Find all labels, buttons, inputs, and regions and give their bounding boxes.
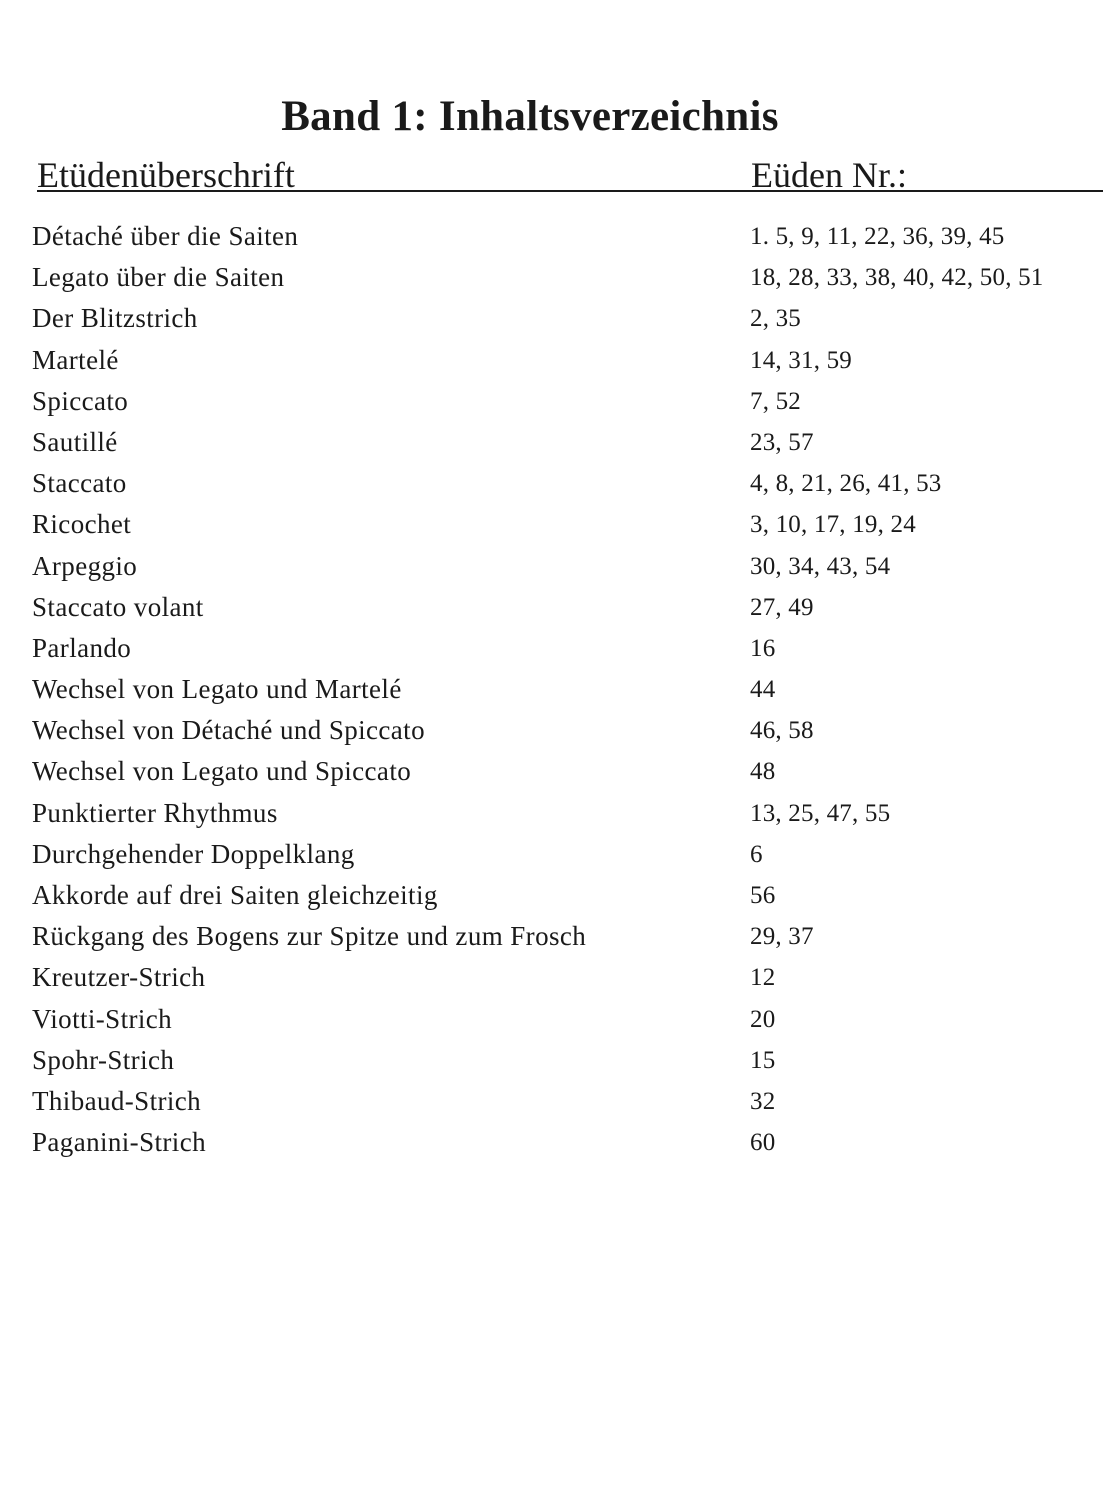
etude-numbers: 1. 5, 9, 11, 22, 36, 39, 45 (750, 223, 1005, 250)
etude-title: Parlando (32, 632, 132, 663)
etude-title: Martelé (32, 344, 119, 375)
etude-title: Ricochet (32, 509, 132, 540)
etude-numbers: 18, 28, 33, 38, 40, 42, 50, 51 (750, 264, 1044, 292)
etude-numbers: 16 (750, 634, 776, 662)
page-title: Band 1: Inhaltsverzeichnis (281, 92, 779, 140)
etude-title: Détaché über die Saiten (32, 221, 299, 251)
etude-numbers: 32 (750, 1087, 776, 1115)
etude-numbers: 2, 35 (750, 305, 801, 333)
etude-title: Legato über die Saiten (32, 262, 285, 293)
etude-numbers: 44 (750, 676, 776, 704)
etude-numbers: 6 (750, 840, 763, 868)
etude-numbers: 4, 8, 21, 26, 41, 53 (750, 470, 942, 498)
etude-numbers: 30, 34, 43, 54 (750, 552, 891, 580)
etude-title: Akkorde auf drei Saiten gleichzeitig (32, 880, 438, 910)
etude-title: Durchgehender Doppelklang (32, 838, 355, 869)
etude-title: Punktierter Rhythmus (32, 797, 278, 828)
toc-row (32, 875, 1082, 916)
etude-numbers: 48 (750, 758, 776, 786)
etude-title: Staccato (32, 468, 127, 499)
toc-row (32, 710, 1082, 751)
toc-list (32, 216, 1082, 1163)
etude-numbers: 7, 52 (750, 387, 801, 415)
toc-row (32, 751, 1082, 792)
toc-row (32, 257, 1082, 298)
etude-numbers: 14, 31, 59 (750, 346, 852, 374)
toc-row (32, 587, 1082, 628)
etude-numbers: 15 (750, 1046, 776, 1074)
etude-title: Thibaud-Strich (32, 1085, 202, 1116)
toc-row (32, 381, 1082, 422)
toc-row (32, 463, 1082, 504)
etude-title: Paganini-Strich (32, 1127, 206, 1158)
toc-row (32, 546, 1082, 587)
toc-row (32, 422, 1082, 463)
etude-title: Der Blitzstrich (32, 303, 198, 334)
toc-row (32, 1081, 1082, 1122)
toc-row (32, 340, 1082, 381)
etude-numbers: 46, 58 (750, 717, 814, 745)
etude-title: Viotti-Strich (32, 1003, 173, 1034)
etude-title: Staccato volant (32, 591, 204, 622)
toc-row (32, 999, 1082, 1040)
etude-title: Rückgang des Bogens zur Spitze und zum Frosch (32, 921, 587, 952)
toc-row (32, 628, 1082, 669)
etude-numbers: 56 (750, 882, 776, 909)
etude-title: Spiccato (32, 385, 129, 416)
toc-row (32, 1040, 1082, 1081)
toc-row (32, 669, 1082, 710)
etude-title: Wechsel von Détaché und Spiccato (32, 715, 425, 746)
etude-numbers: 3, 10, 17, 19, 24 (750, 511, 916, 539)
etude-numbers: 13, 25, 47, 55 (750, 799, 891, 827)
etude-title: Wechsel von Legato und Martelé (32, 674, 402, 705)
etude-title: Spohr-Strich (32, 1044, 175, 1075)
etude-numbers: 29, 37 (750, 923, 814, 951)
toc-row (32, 1122, 1082, 1163)
etude-numbers: 60 (750, 1129, 776, 1157)
toc-row (32, 916, 1082, 957)
toc-row (32, 216, 1082, 257)
toc-row (32, 504, 1082, 545)
etude-title: Wechsel von Legato und Spiccato (32, 756, 412, 787)
toc-row (32, 793, 1082, 834)
toc-row (32, 834, 1082, 875)
toc-row (32, 298, 1082, 339)
etude-numbers: 23, 57 (750, 428, 814, 456)
etude-title: Kreutzer-Strich (32, 962, 206, 993)
etude-numbers: 27, 49 (750, 593, 814, 621)
etude-title: Sautillé (32, 426, 118, 457)
toc-row (32, 957, 1082, 998)
etude-numbers: 12 (750, 964, 776, 992)
table-header (37, 152, 1103, 198)
etude-title: Arpeggio (32, 550, 138, 581)
etude-numbers: 20 (750, 1005, 776, 1033)
header-etude-title: Etüdenüberschrift (37, 155, 295, 195)
header-etude-number: Eüden Nr.: (751, 155, 907, 195)
